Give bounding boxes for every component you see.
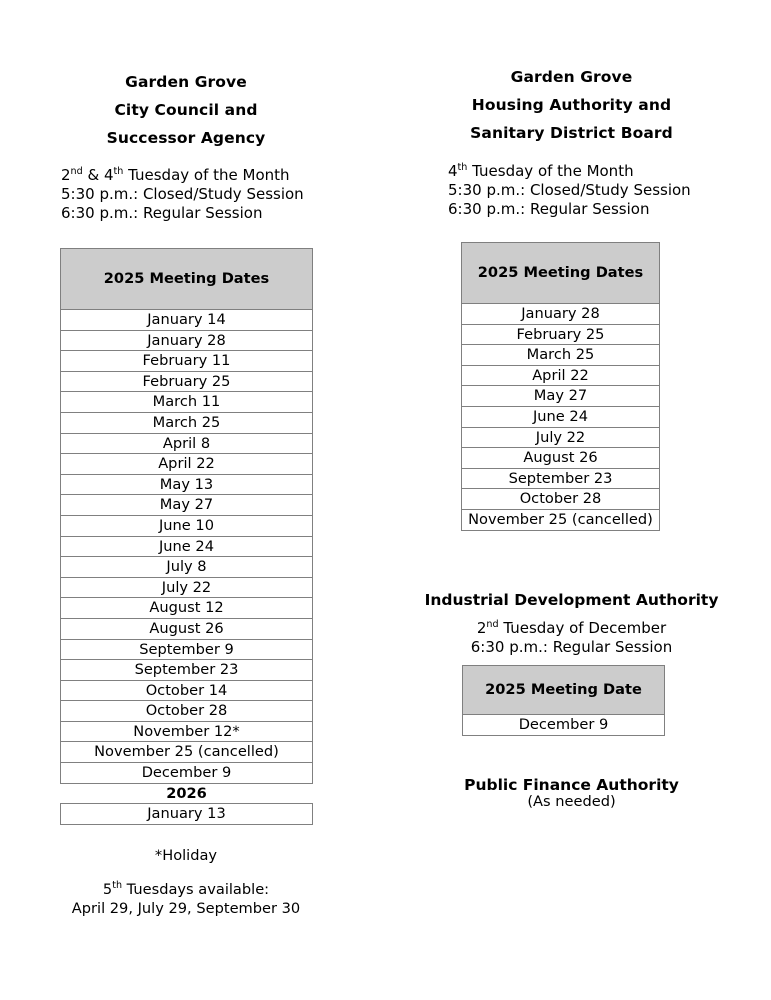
meeting-date-cell: May 13: [61, 474, 313, 495]
table-row: [61, 804, 313, 825]
table-row: [462, 448, 660, 469]
table-row: [462, 427, 660, 448]
housing-frequency-suffix: Tuesday of the Month: [467, 162, 634, 180]
table-row: [61, 742, 313, 763]
housing-authority-schedule: [448, 162, 771, 220]
org-title-line-3: Successor Agency: [106, 129, 266, 147]
meeting-date-cell: May 27: [462, 386, 660, 407]
city-council-schedule: [61, 166, 372, 224]
meeting-date-cell: September 23: [462, 468, 660, 489]
table-row: [462, 386, 660, 407]
housing-dates-table: [461, 242, 660, 531]
table-row: [61, 557, 313, 578]
meeting-date-cell: January 28: [462, 304, 660, 325]
table-header-row: [61, 249, 313, 310]
table-row: [61, 515, 313, 536]
table-row: [61, 598, 313, 619]
meeting-date-cell: April 22: [462, 365, 660, 386]
meeting-date-cell: January 13: [61, 804, 313, 825]
meeting-date-cell: August 26: [462, 448, 660, 469]
meeting-date-cell: February 25: [61, 371, 313, 392]
meeting-date-cell: November 12*: [61, 721, 313, 742]
meeting-date-cell: April 8: [61, 433, 313, 454]
meeting-date-cell: July 22: [462, 427, 660, 448]
meeting-date-cell: September 23: [61, 660, 313, 681]
industrial-dates-table: [462, 665, 665, 736]
meeting-date-cell: February 11: [61, 351, 313, 372]
housing-frequency-line: [448, 162, 771, 181]
city-council-table-body: [61, 249, 313, 825]
ida-regular-session-line: 6:30 p.m.: Regular Session: [470, 638, 673, 656]
meeting-date-cell: October 28: [61, 701, 313, 722]
frequency-ordinal-1: nd: [70, 166, 83, 177]
table-row: [462, 365, 660, 386]
table-row: [61, 680, 313, 701]
schedule-regular-session-line: 6:30 p.m.: Regular Session: [61, 204, 263, 223]
industrial-development-authority-title: Industrial Development Authority: [424, 591, 719, 609]
public-finance-authority-note: (As needed): [527, 793, 616, 810]
meeting-date-cell: March 25: [462, 345, 660, 366]
housing-frequency-prefix: 4: [448, 162, 458, 180]
meeting-date-cell: June 24: [462, 406, 660, 427]
meeting-date-cell: December 9: [61, 763, 313, 784]
industrial-table-body: [463, 666, 665, 736]
table-row: [462, 345, 660, 366]
table-row: [61, 474, 313, 495]
meeting-date-cell: November 25 (cancelled): [61, 742, 313, 763]
meeting-date-cell: March 25: [61, 412, 313, 433]
table-row: [61, 721, 313, 742]
table-row: [462, 489, 660, 510]
table-header-row: [462, 243, 660, 304]
table-row: [61, 371, 313, 392]
housing-authority-column: [372, 0, 771, 810]
table-row: [61, 701, 313, 722]
holiday-footnote: *Holiday: [154, 847, 218, 864]
fifth-tuesdays-dates: April 29, July 29, September 30: [71, 900, 301, 917]
table-row: [61, 412, 313, 433]
table-row: [462, 304, 660, 325]
housing-authority-heading: [372, 63, 771, 147]
city-council-heading: [0, 68, 372, 152]
meeting-date-cell: April 22: [61, 454, 313, 475]
table-header-cell: 2025 Meeting Dates: [462, 243, 660, 304]
fifth-ordinal: th: [112, 880, 123, 892]
housing-table-body: [462, 243, 660, 531]
ida-frequency-prefix: 2: [476, 619, 487, 637]
meeting-date-cell: August 12: [61, 598, 313, 619]
org-title-line-2: City Council and: [114, 101, 258, 119]
meeting-date-cell: October 14: [61, 680, 313, 701]
table-row: [61, 433, 313, 454]
fifth-tuesdays-footnote: [0, 880, 372, 918]
meeting-date-cell: January 14: [61, 310, 313, 331]
meeting-date-cell: July 22: [61, 577, 313, 598]
table-row: [61, 783, 313, 804]
meeting-date-cell: November 25 (cancelled): [462, 509, 660, 530]
meeting-date-cell: May 27: [61, 495, 313, 516]
table-row: [61, 536, 313, 557]
schedule-frequency-line: [61, 166, 372, 185]
housing-closed-session-line: 5:30 p.m.: Closed/Study Session: [448, 181, 691, 200]
org-title-line-1: Garden Grove: [125, 73, 247, 91]
table-row: [463, 715, 665, 736]
ida-frequency-ordinal: nd: [486, 619, 499, 630]
meeting-date-cell: October 28: [462, 489, 660, 510]
fifth-prefix: 5: [102, 881, 113, 898]
table-row: [61, 330, 313, 351]
table-row: [61, 454, 313, 475]
table-row: [61, 618, 313, 639]
fifth-suffix: Tuesdays available:: [122, 881, 270, 898]
table-row: [462, 468, 660, 489]
frequency-mid: & 4: [82, 166, 114, 184]
meeting-date-cell: March 11: [61, 392, 313, 413]
city-council-dates-table: [60, 248, 313, 825]
public-finance-authority-title: Public Finance Authority: [464, 776, 679, 794]
frequency-suffix: Tuesday of the Month: [123, 166, 290, 184]
housing-title-line-1: Garden Grove: [510, 68, 633, 86]
frequency-ordinal-2: th: [113, 166, 124, 177]
table-row: [61, 660, 313, 681]
meeting-date-cell: December 9: [463, 715, 665, 736]
table-row: [61, 763, 313, 784]
meeting-date-cell: July 8: [61, 557, 313, 578]
table-header-cell: 2025 Meeting Date: [463, 666, 665, 715]
meeting-date-cell: June 10: [61, 515, 313, 536]
housing-frequency-ordinal: th: [457, 162, 468, 173]
meeting-date-cell: February 25: [462, 324, 660, 345]
industrial-development-authority-schedule: [372, 619, 771, 657]
schedule-closed-session-line: 5:30 p.m.: Closed/Study Session: [61, 185, 304, 204]
table-row: [462, 509, 660, 530]
meeting-date-cell: August 26: [61, 618, 313, 639]
table-row: [61, 639, 313, 660]
housing-title-line-3: Sanitary District Board: [470, 124, 673, 142]
table-row: [61, 351, 313, 372]
table-row: [61, 577, 313, 598]
meeting-date-cell: June 24: [61, 536, 313, 557]
housing-title-line-2: Housing Authority and: [471, 96, 672, 114]
city-council-column: [0, 0, 372, 224]
fifth-tuesdays-label: [0, 880, 372, 899]
year-divider-cell: 2026: [166, 784, 207, 802]
ida-frequency-line: [372, 619, 771, 638]
meeting-date-cell: September 9: [61, 639, 313, 660]
frequency-prefix: 2: [61, 166, 71, 184]
table-row: [61, 392, 313, 413]
table-row: [61, 310, 313, 331]
table-row: [462, 406, 660, 427]
ida-frequency-suffix: Tuesday of December: [498, 619, 667, 637]
table-row: [61, 495, 313, 516]
meeting-date-cell: January 28: [61, 330, 313, 351]
table-header-row: [463, 666, 665, 715]
table-row: [462, 324, 660, 345]
housing-regular-session-line: 6:30 p.m.: Regular Session: [448, 200, 650, 219]
table-header-cell: 2025 Meeting Dates: [61, 249, 313, 310]
